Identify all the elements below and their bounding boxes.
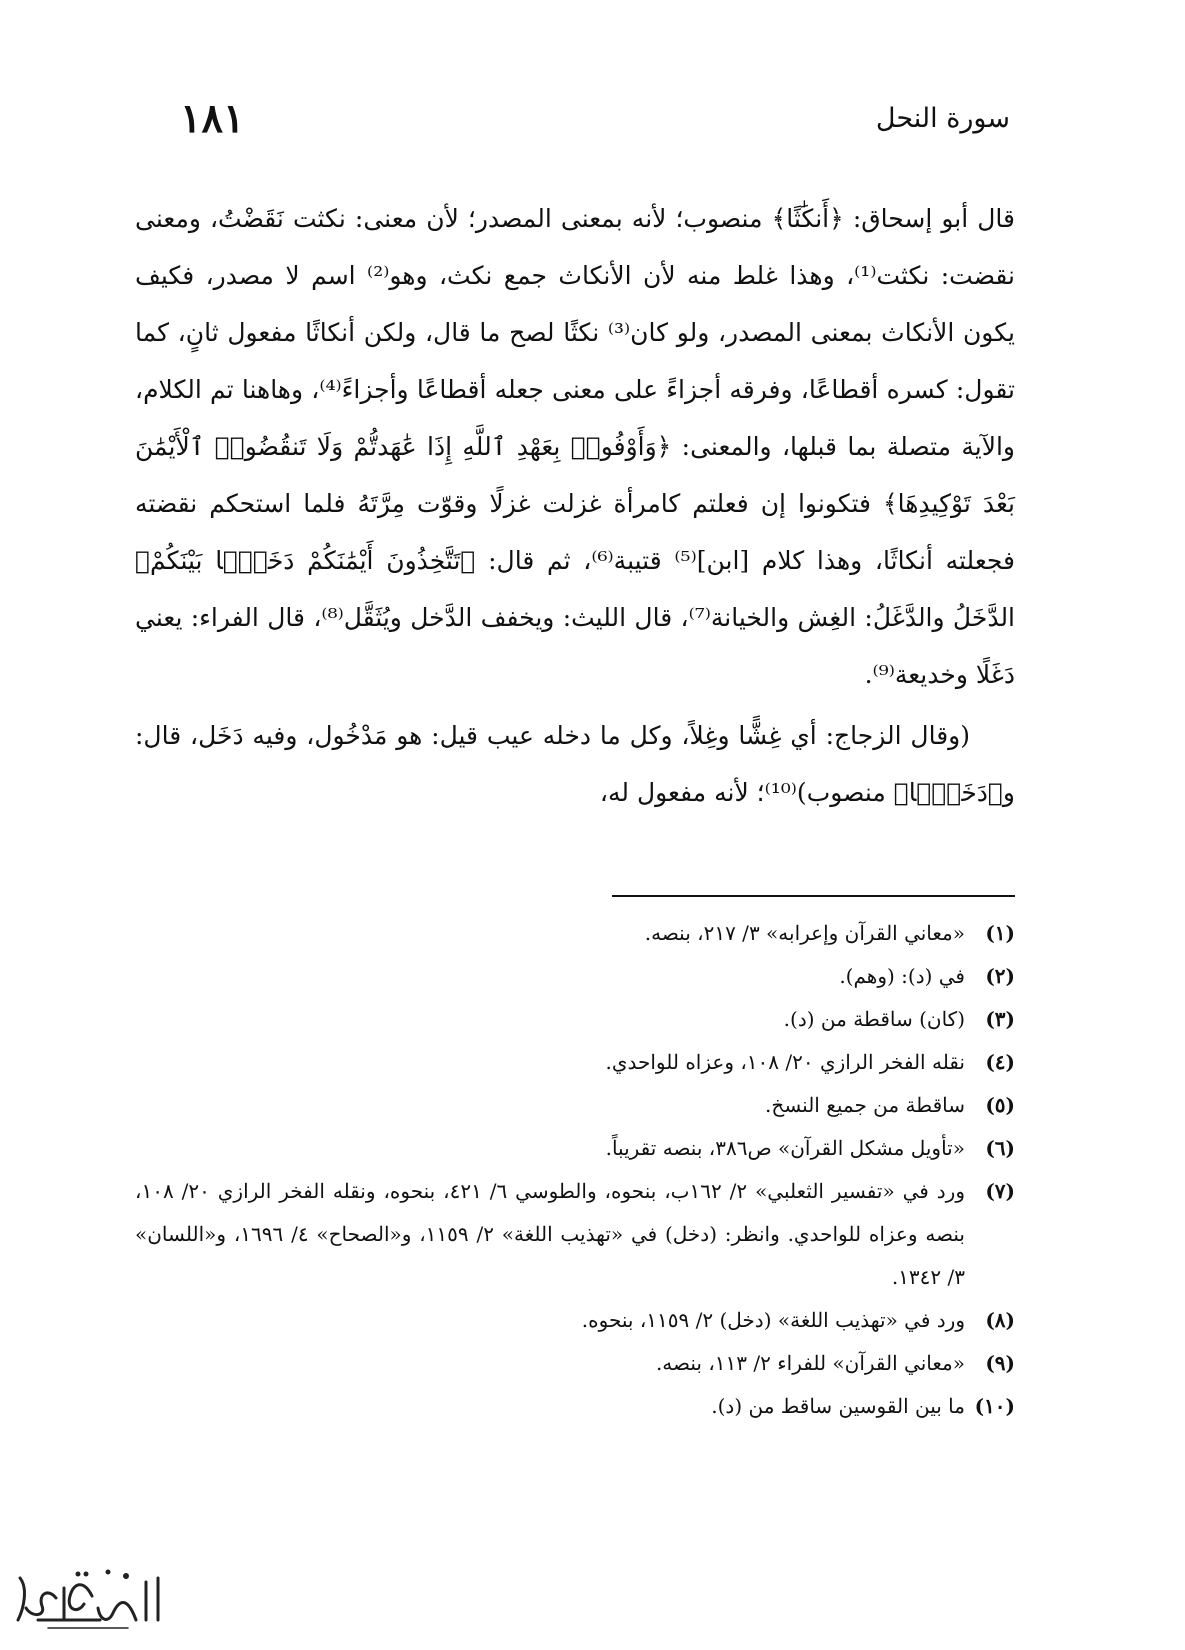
footnote-8 (135, 1299, 1015, 1342)
footnote-1 (135, 912, 1015, 955)
footnote-number: (١) (985, 921, 1015, 945)
footnote-number: (١٠) (974, 1394, 1015, 1418)
footnote-text: «تأويل مشكل القرآن» ص٣٨٦، بنصه تقريباً. (605, 1136, 965, 1160)
footnote-9 (135, 1342, 1015, 1385)
footnote-text: ساقطة من جميع النسخ. (765, 1093, 965, 1117)
footnote-2 (135, 955, 1015, 998)
footnote-text: «معاني القرآن» للفراء ٢/ ١١٣، بنصه. (655, 1351, 965, 1375)
footnote-number: (٢) (985, 964, 1015, 988)
footnote-6 (135, 1127, 1015, 1170)
footnote-text: ما بين القوسين ساقط من (د). (711, 1394, 965, 1418)
paragraph-1: قال أبو إسحاق: ﴿أَنكَٰثًا﴾ منصوب؛ لأنه بمعنى المصدر؛ لأن معنى: نكثت نَقَضْتُ، ومعنى نقضت: نكثت⁽¹⁾، وهذا غلط منه لأن الأنكاث جمع نكث، وهو⁽²⁾ اسم لا مصدر، فكيف يكون الأنكاث بمعنى المصدر، ولو كان⁽³⁾ نكثًا لصح ما قال، ولكن أنكاثًا مفعول ثانٍ، كما تقول: كسره أقطاعًا، وفرقه أجزاءً على معنى جعله أقطاعًا وأجزاءً⁽⁴⁾، وهاهنا تم الكلام، والآية متصلة بما قبلها، والمعنى: ﴿وَأَوْفُوا۟ بِعَهْدِ ٱللَّهِ إِذَا عَٰهَدتُّمْ وَلَا تَنقُضُوا۟ ٱلْأَيْمَٰنَ بَعْدَ تَوْكِيدِهَا﴾ فتكونوا إن فعلتم كامرأة غزلت غزلًا وقوّت مِرَّتَهُ فلما استحكم نقضته فجعلته أنكاثًا، وهذا كلام [ابن]⁽⁵⁾ قتيبة⁽⁶⁾، ثم قال: ﴿تَتَّخِذُونَ أَيْمَٰنَكُمْ دَخَلًۢا بَيْنَكُمْ﴾ الدَّخَلُ والدَّغَلُ: الغِش والخيانة⁽⁷⁾، قال الليث: ويخفف الدَّخل ويُثَقَّل⁽⁸⁾، قال الفراء: يعني دَغَلًا وخديعة⁽⁹⁾. (135, 204, 1016, 689)
footnote-number: (٦) (985, 1136, 1015, 1160)
footnote-10 (135, 1385, 1015, 1428)
footnote-text: ورد في «تهذيب اللغة» (دخل) ٢/ ١١٥٩، بنحوه. (581, 1308, 965, 1332)
footnote-number: (٣) (985, 1007, 1015, 1031)
footnote-number: (٧) (985, 1179, 1015, 1203)
footnote-number: (٤) (985, 1050, 1015, 1074)
page-number: ١٨١ (180, 95, 245, 142)
footnote-4 (135, 1041, 1015, 1084)
footnote-3 (135, 998, 1015, 1041)
footnote-separator (612, 895, 1015, 897)
footnote-text: في (د): (وهم). (839, 964, 965, 988)
footnote-7 (135, 1170, 1015, 1299)
footnotes (135, 912, 1015, 1428)
footnote-text: (كان) ساقطة من (د). (783, 1007, 965, 1031)
calligraphy-logo-icon (8, 1558, 168, 1638)
paragraph-2: (وقال الزجاج: أي غِشًّا وغِلاً، وكل ما دخله عيب قيل: هو مَدْخُول، وفيه دَخَل، قال: و﴿دَخَلًۢا﴾ منصوب)⁽¹⁰⁾؛ لأنه مفعول له، (135, 721, 1015, 807)
footnote-number: (٥) (985, 1093, 1015, 1117)
page-header (170, 95, 1010, 155)
footnote-number: (٨) (985, 1308, 1015, 1332)
main-text (135, 190, 1015, 821)
running-title: سورة النحل (875, 103, 1010, 134)
footnote-text: ورد في «تفسير الثعلبي» ٢/ ١٦٢ب، بنحوه، والطوسي ٦/ ٤٢١، بنحوه، ونقله الفخر الرازي ٢٠/ ١٠٨، بنصه وعزاه للواحدي. وانظر: (دخل) في «تهذيب اللغة» ٢/ ١١٥٩، و«الصحاح» ٤/ ١٦٩٦، و«اللسان» ٣/ ١٣٤٢. (135, 1179, 965, 1289)
footnote-number: (٩) (985, 1351, 1015, 1375)
footnote-text: «معاني القرآن وإعرابه» ٣/ ٢١٧، بنصه. (644, 921, 965, 945)
footnote-5 (135, 1084, 1015, 1127)
footnote-text: نقله الفخر الرازي ٢٠/ ١٠٨، وعزاه للواحدي. (605, 1050, 965, 1074)
